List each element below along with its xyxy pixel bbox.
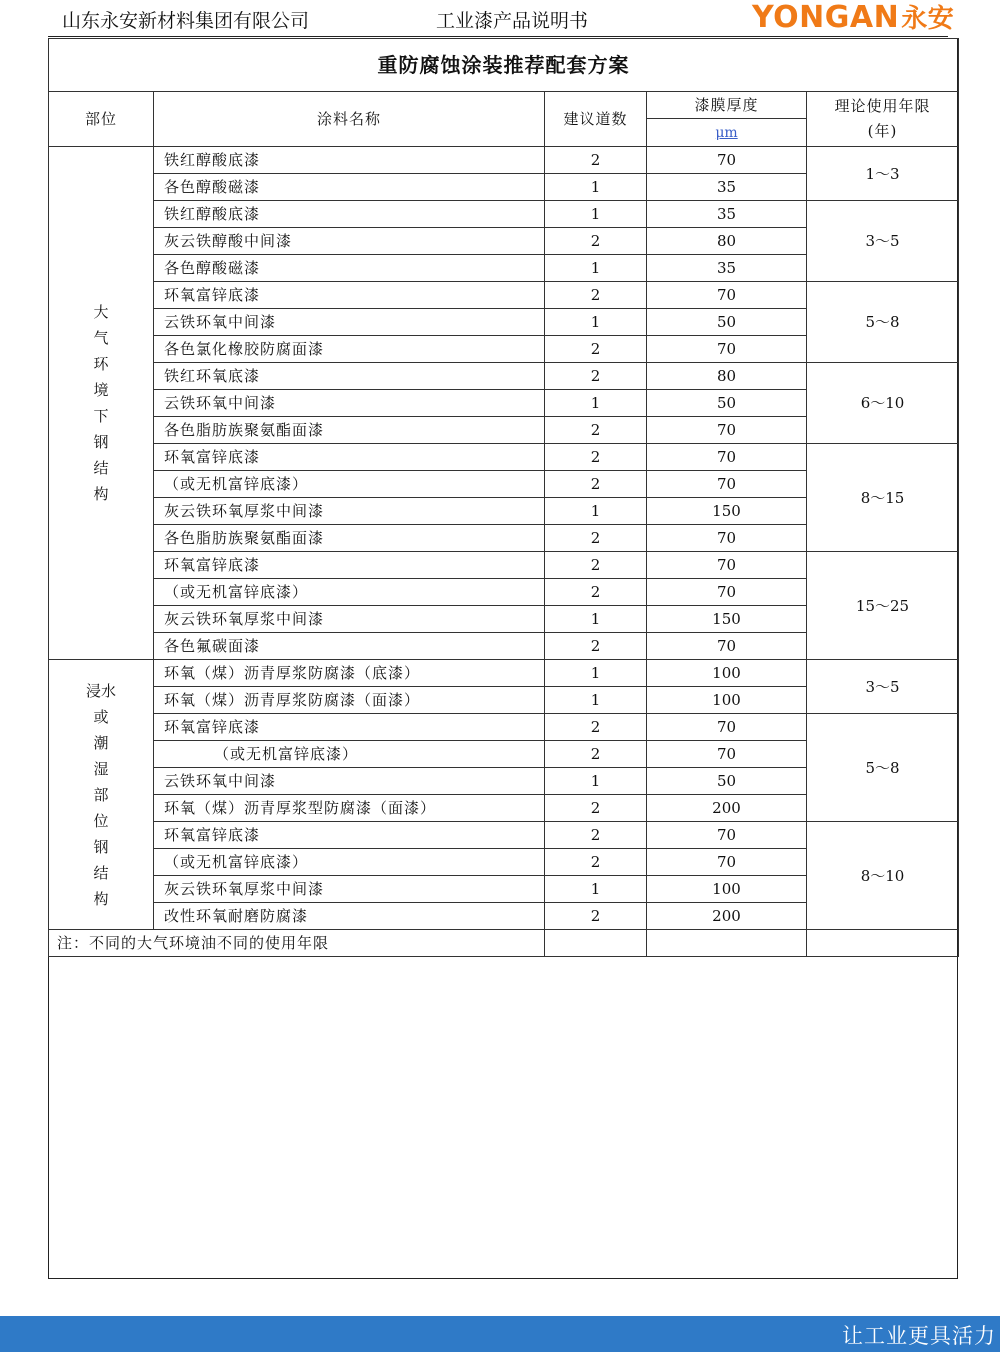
table-row	[49, 282, 959, 309]
paint-name-cell: 环氧富锌底漆	[154, 822, 545, 849]
thickness-cell: 70	[647, 525, 807, 552]
service-life-cell: 3～5	[807, 201, 959, 282]
coats-cell: 2	[545, 903, 647, 930]
thickness-cell: 50	[647, 768, 807, 795]
thickness-cell: 70	[647, 714, 807, 741]
thickness-cell: 100	[647, 660, 807, 687]
header-thickness-unit	[647, 119, 807, 147]
thickness-cell: 200	[647, 903, 807, 930]
section-label-char: 或	[93, 707, 109, 726]
thickness-cell: 80	[647, 363, 807, 390]
note-row	[49, 930, 959, 957]
thickness-cell: 35	[647, 255, 807, 282]
paint-name-cell: 环氧富锌底漆	[154, 444, 545, 471]
section-label-char: 钢	[93, 837, 109, 856]
thickness-cell: 70	[647, 822, 807, 849]
table-row	[49, 363, 959, 390]
header-service-life	[807, 92, 959, 147]
thickness-cell: 70	[647, 147, 807, 174]
thickness-cell: 70	[647, 444, 807, 471]
paint-name-cell: 各色醇酸磁漆	[154, 255, 545, 282]
coats-cell: 2	[545, 822, 647, 849]
paint-name-cell: 灰云铁环氧厚浆中间漆	[154, 498, 545, 525]
logo-cn-text: 永安	[901, 4, 955, 34]
thickness-cell: 150	[647, 498, 807, 525]
thickness-cell: 70	[647, 579, 807, 606]
table-row	[49, 201, 959, 228]
paint-name-cell: （或无机富锌底漆）	[154, 579, 545, 606]
company-name: 山东永安新材料集团有限公司	[62, 10, 310, 32]
paint-name-cell: 铁红醇酸底漆	[154, 147, 545, 174]
coats-cell: 2	[545, 741, 647, 768]
service-life-cell: 6～10	[807, 363, 959, 444]
coats-cell: 2	[545, 579, 647, 606]
header-coats: 建议道数	[545, 92, 647, 147]
paint-name-cell: 灰云铁醇酸中间漆	[154, 228, 545, 255]
paint-name-cell: 云铁环氧中间漆	[154, 390, 545, 417]
paint-name-cell: 环氧（煤）沥青厚浆防腐漆（底漆）	[154, 660, 545, 687]
paint-name-cell: （或无机富锌底漆）	[154, 471, 545, 498]
table-row	[49, 444, 959, 471]
coats-cell: 2	[545, 417, 647, 444]
coats-cell: 2	[545, 525, 647, 552]
document-title: 工业漆产品说明书	[436, 10, 589, 32]
thickness-cell: 80	[647, 228, 807, 255]
section-label-char: 结	[93, 863, 109, 882]
header-part: 部位	[49, 92, 154, 147]
thickness-cell: 150	[647, 606, 807, 633]
paint-name-cell: 改性环氧耐磨防腐漆	[154, 903, 545, 930]
unit-label: μm	[715, 125, 738, 141]
service-life-cell: 8～10	[807, 822, 959, 930]
thickness-cell: 70	[647, 336, 807, 363]
paint-name-cell: 环氧（煤）沥青厚浆型防腐漆（面漆）	[154, 795, 545, 822]
footer-bar	[0, 1316, 1000, 1352]
coats-cell: 1	[545, 498, 647, 525]
paint-name-cell: （或无机富锌底漆）	[154, 741, 545, 768]
coats-cell: 2	[545, 336, 647, 363]
table-row	[49, 660, 959, 687]
coats-cell: 2	[545, 147, 647, 174]
thickness-cell: 70	[647, 741, 807, 768]
coats-cell: 1	[545, 390, 647, 417]
coats-cell: 2	[545, 282, 647, 309]
section-label-char: 湿	[93, 759, 109, 778]
header-paint-name: 涂料名称	[154, 92, 545, 147]
coats-cell: 2	[545, 795, 647, 822]
coats-cell: 1	[545, 255, 647, 282]
section-label-char: 结	[93, 459, 109, 477]
section-label	[49, 147, 154, 660]
thickness-cell: 35	[647, 201, 807, 228]
section-label-char: 构	[93, 485, 109, 503]
thickness-cell: 70	[647, 552, 807, 579]
coats-cell: 2	[545, 714, 647, 741]
paint-name-cell: 环氧富锌底漆	[154, 714, 545, 741]
paint-name-cell: （或无机富锌底漆）	[154, 849, 545, 876]
thickness-cell: 70	[647, 633, 807, 660]
thickness-cell: 50	[647, 309, 807, 336]
coats-cell: 1	[545, 174, 647, 201]
coats-cell: 1	[545, 309, 647, 336]
section-label-char: 构	[93, 889, 109, 908]
table-row	[49, 714, 959, 741]
coating-spec-table	[48, 38, 959, 957]
coats-cell: 1	[545, 768, 647, 795]
note-empty-cell	[545, 930, 647, 957]
thickness-cell: 100	[647, 876, 807, 903]
coats-cell: 2	[545, 849, 647, 876]
header-life-label: 理论使用年限	[834, 97, 931, 115]
footer-slogan: 让工业更具活力	[842, 1324, 996, 1348]
thickness-cell: 35	[647, 174, 807, 201]
logo-text: YONGAN	[752, 0, 900, 35]
coats-cell: 2	[545, 633, 647, 660]
header-rule	[48, 36, 948, 37]
service-life-cell: 8～15	[807, 444, 959, 552]
coats-cell: 1	[545, 606, 647, 633]
thickness-cell: 50	[647, 390, 807, 417]
section-label-char: 境	[93, 381, 109, 399]
paint-name-cell: 各色脂肪族聚氨酯面漆	[154, 417, 545, 444]
paint-name-cell: 云铁环氧中间漆	[154, 768, 545, 795]
thickness-cell: 200	[647, 795, 807, 822]
service-life-cell: 15～25	[807, 552, 959, 660]
table-row	[49, 552, 959, 579]
service-life-cell: 5～8	[807, 714, 959, 822]
paint-name-cell: 各色脂肪族聚氨酯面漆	[154, 525, 545, 552]
note-empty-cell	[647, 930, 807, 957]
service-life-cell: 1～3	[807, 147, 959, 201]
note-empty-cell	[807, 930, 959, 957]
coats-cell: 1	[545, 201, 647, 228]
thickness-cell: 100	[647, 687, 807, 714]
paint-name-cell: 灰云铁环氧厚浆中间漆	[154, 876, 545, 903]
page-header	[0, 0, 1000, 38]
paint-name-cell: 环氧（煤）沥青厚浆防腐漆（面漆）	[154, 687, 545, 714]
coats-cell: 1	[545, 876, 647, 903]
coats-cell: 2	[545, 444, 647, 471]
paint-name-cell: 环氧富锌底漆	[154, 282, 545, 309]
coats-cell: 2	[545, 471, 647, 498]
section-label-char: 钢	[93, 433, 109, 451]
table-title: 重防腐蚀涂装推荐配套方案	[49, 39, 959, 92]
thickness-cell: 70	[647, 417, 807, 444]
coats-cell: 2	[545, 228, 647, 255]
section-label-char: 部	[93, 785, 109, 804]
coats-cell: 1	[545, 660, 647, 687]
service-life-cell: 3～5	[807, 660, 959, 714]
section-label-char: 气	[93, 329, 109, 347]
thickness-cell: 70	[647, 849, 807, 876]
table-row	[49, 822, 959, 849]
coats-cell: 2	[545, 363, 647, 390]
thickness-cell: 70	[647, 282, 807, 309]
brand-logo	[752, 0, 954, 35]
table-row	[49, 147, 959, 174]
thickness-cell: 70	[647, 471, 807, 498]
table-note: 注：不同的大气环境油不同的使用年限	[49, 930, 545, 957]
section-label-char: 位	[93, 811, 109, 830]
paint-name-cell: 各色氯化橡胶防腐面漆	[154, 336, 545, 363]
paint-name-cell: 铁红环氧底漆	[154, 363, 545, 390]
coats-cell: 2	[545, 552, 647, 579]
section-label-char: 大	[93, 303, 109, 321]
coats-cell: 1	[545, 687, 647, 714]
paint-name-cell: 云铁环氧中间漆	[154, 309, 545, 336]
paint-name-cell: 铁红醇酸底漆	[154, 201, 545, 228]
section-label-char: 环	[93, 355, 109, 373]
section-label-char: 下	[93, 407, 109, 425]
section-label	[49, 660, 154, 930]
paint-name-cell: 灰云铁环氧厚浆中间漆	[154, 606, 545, 633]
header-life-unit: (年)	[867, 122, 898, 140]
section-label-char: 潮	[93, 733, 109, 752]
header-thickness: 漆膜厚度	[647, 92, 807, 119]
paint-name-cell: 环氧富锌底漆	[154, 552, 545, 579]
paint-name-cell: 各色氟碳面漆	[154, 633, 545, 660]
service-life-cell: 5～8	[807, 282, 959, 363]
paint-name-cell: 各色醇酸磁漆	[154, 174, 545, 201]
section-label-char: 浸水	[85, 681, 116, 700]
